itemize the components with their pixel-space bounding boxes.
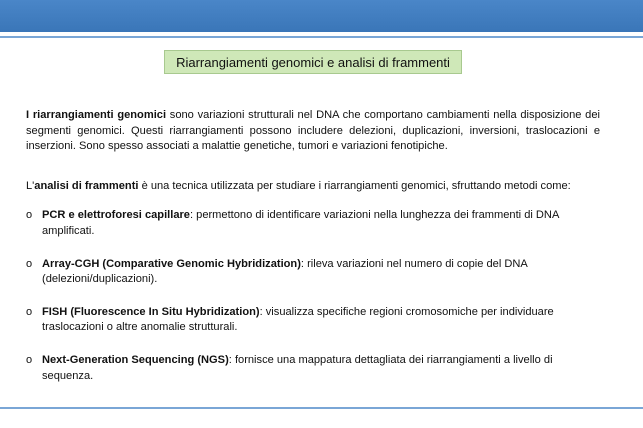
lead-term: analisi di frammenti	[34, 179, 139, 192]
header-bar	[0, 0, 643, 32]
bullet-marker: o	[26, 305, 33, 318]
lead-text: è una tecnica utilizzata per studiare i riarrangiamenti genomici, sfruttando metodi come:	[138, 179, 571, 192]
slide-content	[26, 108, 600, 401]
list-item	[26, 208, 600, 239]
lead-paragraph	[26, 179, 600, 195]
intro-term: I riarrangiamenti genomici	[26, 109, 167, 121]
lead-prefix: L'	[26, 179, 35, 192]
intro-paragraph	[26, 108, 600, 155]
intro-text: sono variazioni strutturali nel DNA che comportano cambiamenti nella disposizione dei segmenti genomici. Questi riarrangiamenti possono includere delezioni, duplicazioni, inversioni, traslocazioni e inserzioni. Sono spesso associati a malattie genetiche, tumori e variazioni fenotipiche.	[26, 109, 600, 153]
bullet-marker: o	[26, 353, 33, 366]
bullet-marker: o	[26, 209, 33, 222]
bullet-marker: o	[26, 257, 33, 270]
list-item	[26, 305, 600, 336]
method-name: Next-Generation Sequencing (NGS)	[42, 353, 229, 366]
footer-divider	[0, 407, 643, 409]
method-description: : permettono di identificare variazioni nella lunghezza dei frammenti di DNA amplificati.	[42, 209, 559, 237]
methods-list	[26, 208, 600, 384]
slide-title	[164, 50, 462, 74]
method-description: : fornisce una mappatura dettagliata dei riarrangiamenti a livello di sequenza.	[42, 353, 553, 382]
slide-title-text: Riarrangiamenti genomici e analisi di frammenti	[176, 54, 450, 70]
method-description: : rileva variazioni nel numero di copie del DNA (delezioni/duplicazioni).	[42, 257, 528, 286]
list-item	[26, 353, 600, 384]
method-name: Array-CGH (Comparative Genomic Hybridization)	[42, 257, 301, 270]
method-name: FISH (Fluorescence In Situ Hybridization)	[42, 305, 260, 318]
header-divider	[0, 36, 643, 38]
method-name: PCR e elettroforesi capillare	[42, 209, 190, 222]
list-item	[26, 257, 600, 288]
method-description: : visualizza specifiche regioni cromosomiche per individuare traslocazioni o altre anomalie strutturali.	[42, 305, 554, 334]
